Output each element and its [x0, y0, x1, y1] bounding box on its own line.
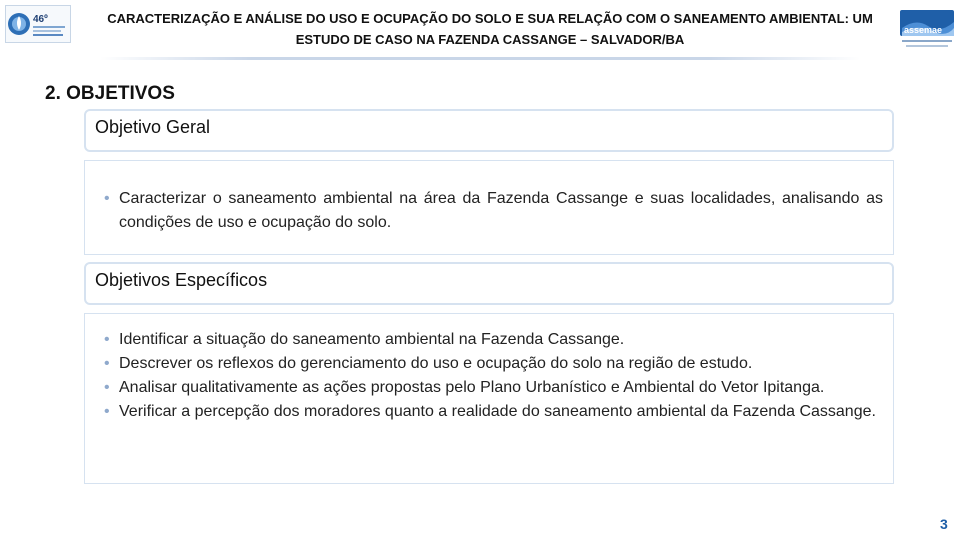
objetivo-especifico-text: Identificar a situação do saneamento ambiental na Fazenda Cassange. [119, 331, 625, 348]
list-item [85, 376, 893, 400]
event-logo-text: 46º [33, 14, 48, 25]
objetivo-especifico-text: Descrever os reflexos do gerenciamento do uso e ocupação do solo na região de estudo. [119, 355, 753, 372]
assemae-logo [898, 6, 958, 54]
objetivo-geral-heading: Objetivo Geral [95, 117, 211, 137]
bullet-icon: • [104, 403, 110, 420]
event-logo [5, 5, 71, 43]
list-item [85, 328, 893, 352]
objetivos-especificos-header [84, 262, 894, 305]
list-item [85, 400, 893, 424]
list-item [85, 352, 893, 376]
bullet-icon: • [104, 379, 110, 396]
objetivo-geral-text: Caracterizar o saneamento ambiental na área da Fazenda Cassange e suas localidades, analisando as condições de uso e ocupação do solo. [119, 190, 883, 231]
objetivo-especifico-text: Verificar a percepção dos moradores quanto a realidade do saneamento ambiental da Fazenda Cassange. [119, 403, 876, 420]
event-logo-graphic [6, 6, 70, 42]
objetivos-especificos-body [84, 313, 894, 484]
header-divider [100, 57, 860, 60]
presentation-title: CARACTERIZAÇÃO E ANÁLISE DO USO E OCUPAÇÃO DO SOLO E SUA RELAÇÃO COM O SANEAMENTO AMBIENTAL: UM ESTUDO DE CASO NA FAZENDA CASSANGE – SALVADOR/BA [107, 11, 873, 47]
section-title: 2. OBJETIVOS [45, 83, 175, 104]
bullet-icon: • [104, 331, 110, 348]
slide-header [0, 0, 960, 62]
objetivo-geral-body [84, 160, 894, 255]
bullet-icon: • [104, 355, 110, 372]
list-item [85, 187, 893, 235]
objetivos-especificos-heading: Objetivos Específicos [95, 270, 268, 290]
objetivo-especifico-text: Analisar qualitativamente as ações propostas pelo Plano Urbanístico e Ambiental do Vetor Ipitanga. [119, 379, 825, 396]
assemae-logo-text: assemae [904, 25, 943, 35]
objetivo-geral-header [84, 109, 894, 152]
bullet-icon: • [104, 190, 110, 207]
page-number: 3 [940, 516, 948, 532]
